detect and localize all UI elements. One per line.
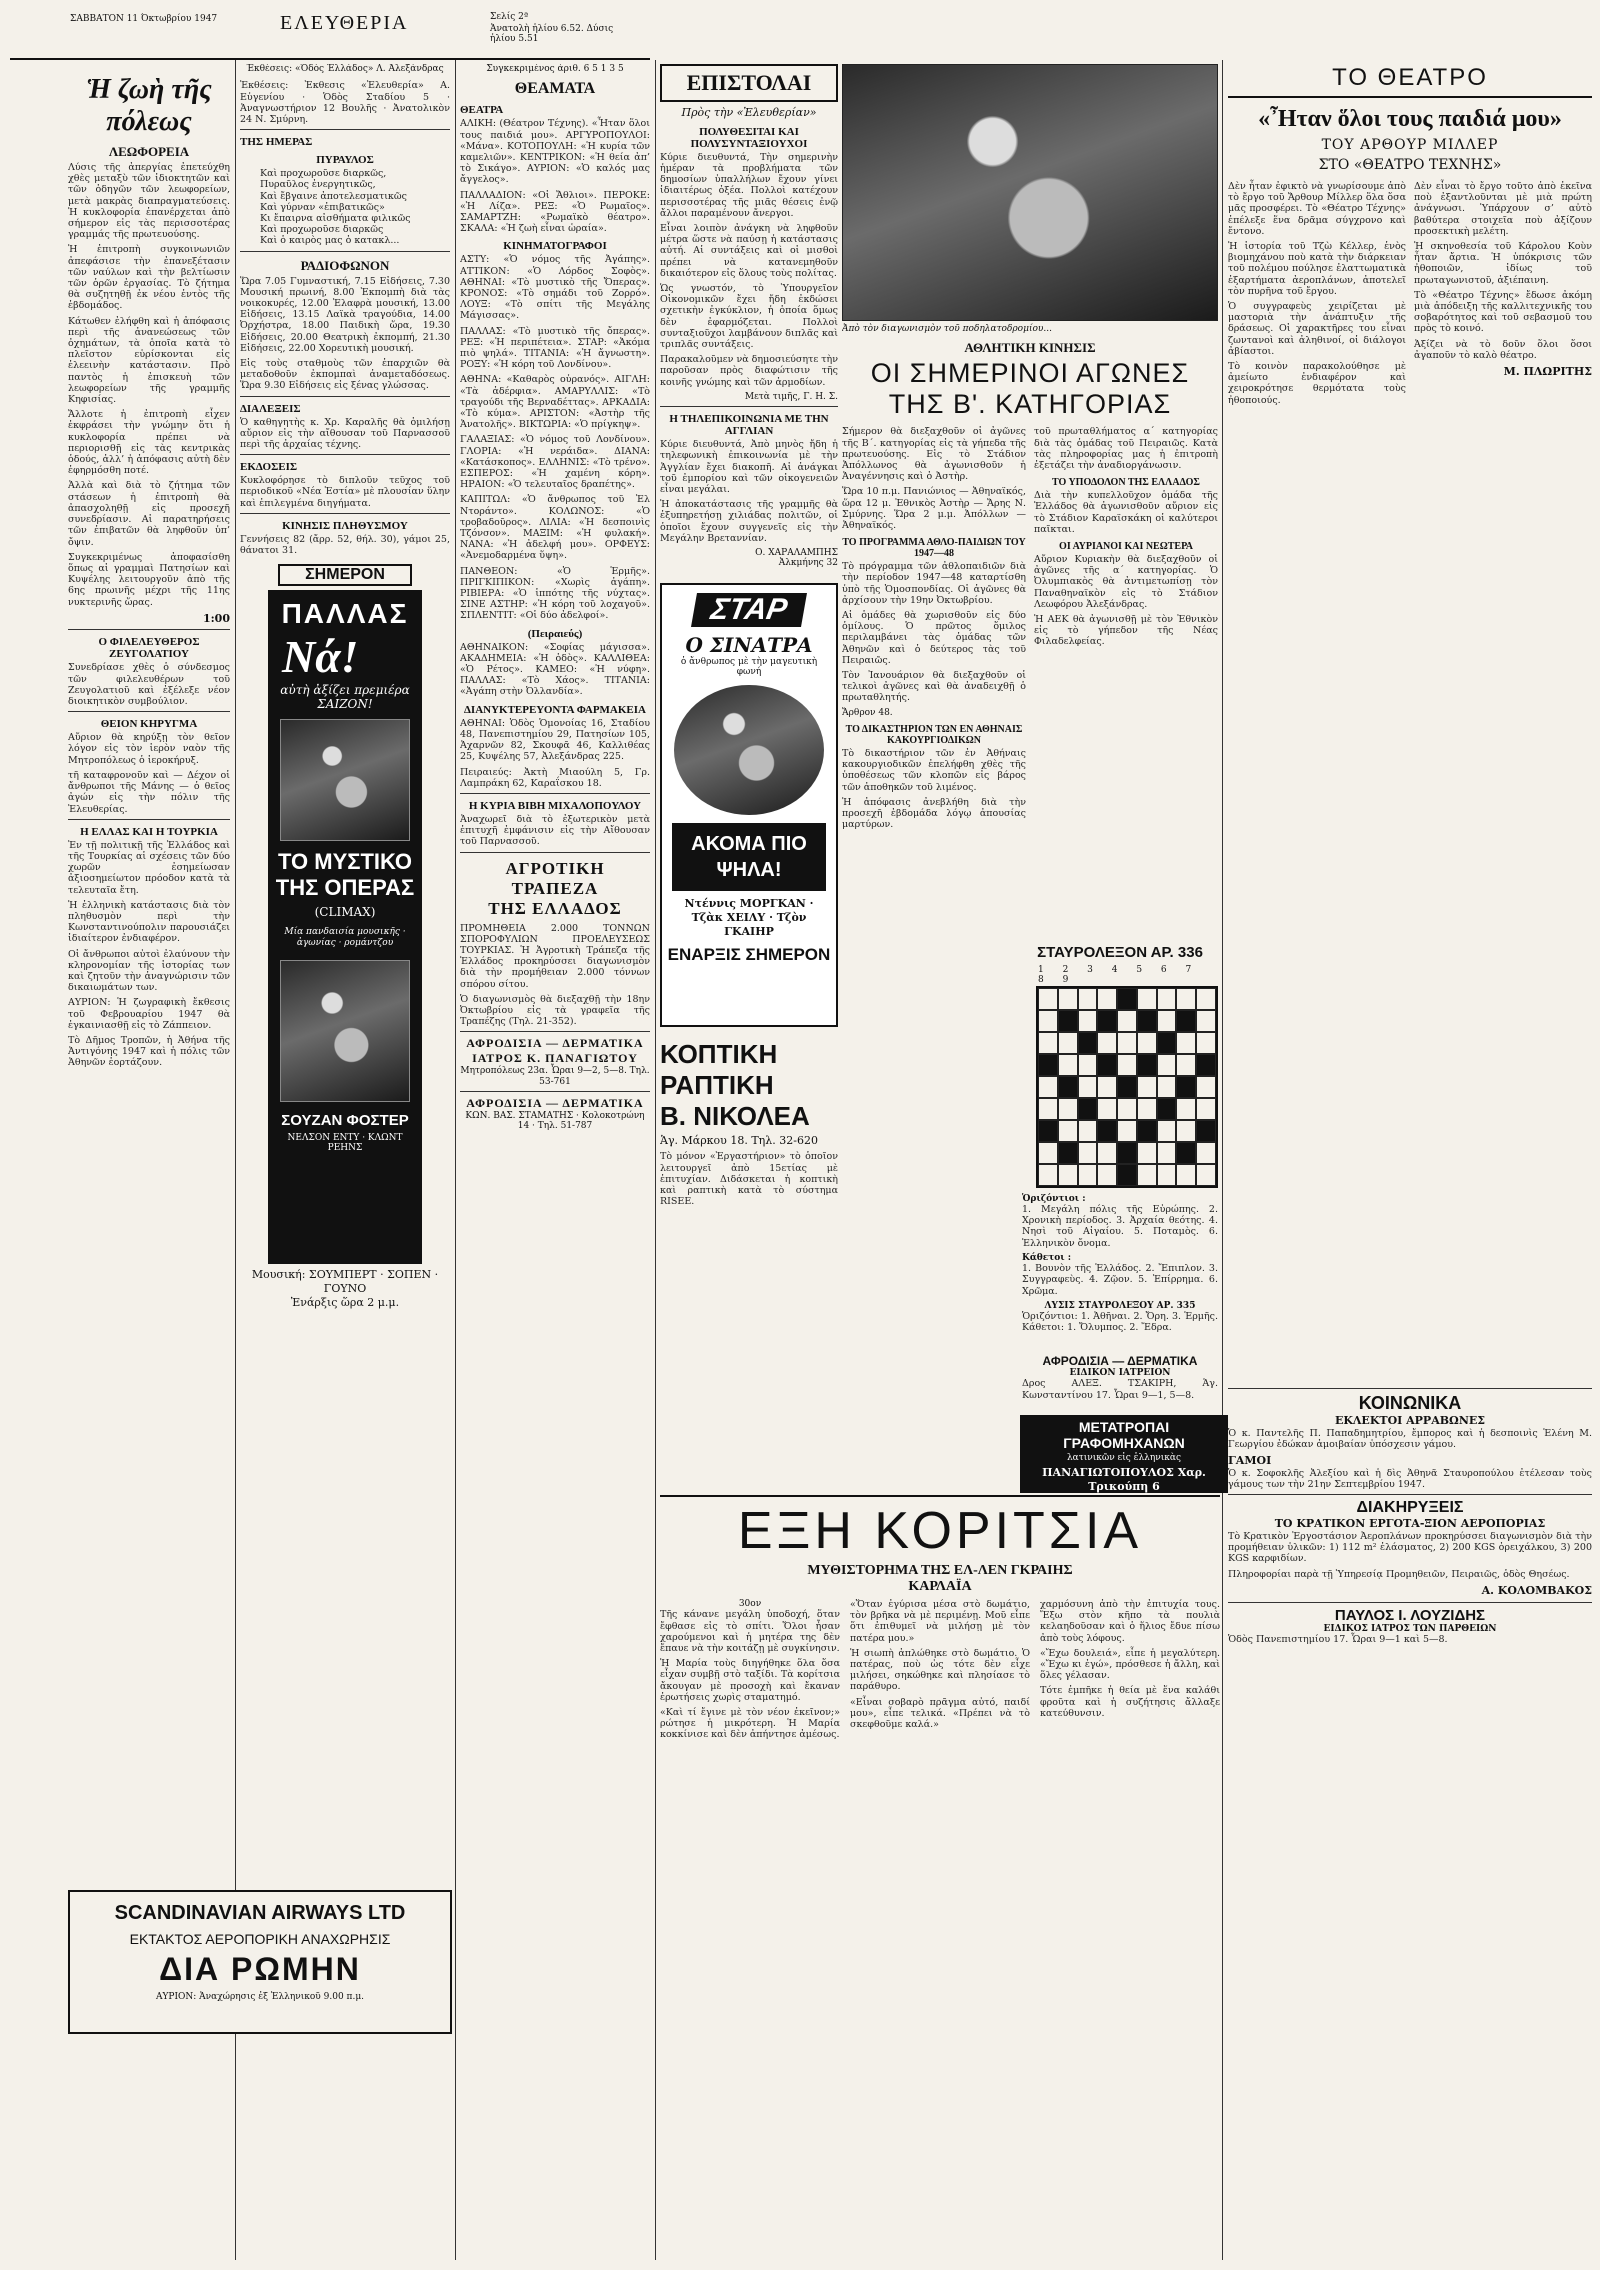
section-theion: ΘΕΙΟΝ ΚΗΡΥΓΜΑ <box>100 718 198 731</box>
serial-text: «Εἶναι σοβαρὸ πρᾶγμα αὐτό, παιδί μου», εἶπε τελικά. «Πρέπει νὰ τὸ σκεφθοῦμε καλά.» <box>850 1696 1030 1731</box>
review-text: Τὸ «Θέατρο Τέχνης» ἔδωσε ἀκόμη μιὰ ἀπόδειξη τῆς καλλιτεχνικῆς του σοβαρότητος καὶ τοῦ σεβασμοῦ του πρὸς τὸ κοινό. <box>1414 289 1592 335</box>
review-signature: Μ. ΠΛΩΡΙΤΗΣ <box>1503 365 1592 379</box>
section-kyria: Η ΚΥΡΙΑ ΒΙΒΗ ΜΙΧΑΛΟΠΟΥΛΟΥ <box>468 799 642 812</box>
pallas-title: ΠΑΛΛΑΣ <box>281 598 409 630</box>
column-theatre <box>1228 64 1592 2260</box>
afrodisia-title: ΑΦΡΟΔΙΣΙΑ — ΔΕΡΜΑΤΙΚΑ <box>466 1036 644 1051</box>
gamoi-heading: ΓΑΜΟΙ <box>1228 1454 1272 1468</box>
sunrise-line: Ἀνατολὴ ἡλίου 6.52. Δύσις ἡλίου 5.51 <box>490 24 614 45</box>
serial-subtitle: ΜΥΘΙΣΤΟΡΗΜΑ ΤΗΣ ΕΛ-ΛΕΝ ΓΚΡΑΙΗΣ ΚΑΡΛΑΪΑ <box>807 1563 1073 1594</box>
time-mark: 1:00 <box>202 611 230 625</box>
listing: ΠΑΝΘΕΟΝ: «Ὁ Ἑρμῆς». ΠΡΙΓΚΙΠΙΚΟΝ: «Χωρὶς ἀγάπη». ΡΙΒΙΕΡΑ: «Ὁ ἱππότης τῆς νύχτας». ΣΙΝΕ ΑΣΤΗΡ: «Ἡ κόρη τοῦ λοχαγοῦ». ΣΠΛΕΝΤΙΤ: «Οἱ δύο ἀδελφοί». <box>460 565 650 622</box>
divider <box>460 852 650 853</box>
sports-photo <box>842 64 1218 321</box>
review-text: Ἡ ἱστορία τοῦ Τζὼ Κέλλερ, ἑνὸς βιομηχάνου ποὺ κατὰ τὴν διάρκειαν τοῦ πολέμου πούλησε ἐλαττωματικὰ ἐξαρτήματα ἀεροπλάνων, ἀποτελεῖ τὸν πυρῆνα τοῦ ἔργου. <box>1228 241 1406 297</box>
body-text: Τὸ Δῆμος Τροπῶν, ἡ Ἀθήνα τῆς Ἀντιγόνης 1947 καὶ ἡ πόλις τῶν Ἀθηνῶν ἑορτάζουν. <box>68 1034 230 1069</box>
section-kinimatografoi: ΚΙΝΗΜΑΤΟΓΡΑΦΟΙ <box>503 240 607 253</box>
koptiki-title-2: ΡΑΠΤΙΚΗ <box>660 1069 774 1100</box>
body-text: Συνεδρίασε χθὲς ὁ σύνδεσμος τῶν φιλελευθέρων τοῦ Ζευγολατιοῦ καὶ ἐξέλεξε νέον διοικητικὸν συμβούλιον. <box>68 662 230 708</box>
body-text: Οἱ ἄνθρωποι αὐτοὶ ἐλαύνουν τὴν κληρονομίαν τῆς ἱστορίας των καὶ ζητοῦν τὴν ἀναγνώρισιν τῶν δικαιωμάτων των. <box>68 948 230 994</box>
body-text: Ἡ ΑΕΚ θὰ ἀγωνισθῇ μὲ τὸν Ἐθνικὸν εἰς τὸ γήπεδον τῆς Νέας Φιλαδελφείας. <box>1034 613 1218 648</box>
photo-caption: Ἀπὸ τὸν διαγωνισμὸν τοῦ ποδηλατοδρομίου... <box>842 324 1052 334</box>
listing: ΑΘΗΝΑΙΚΟΝ: «Σοφίας μάγισσα». ΑΚΑΔΗΜΕΙΑ: «Ἡ ὁδὸς». ΚΑΛΛΙΘΕΑ: «Ὁ Ρέτος». ΚΑΜΕΟ: «Ἡ νύφη». ΠΑΛΛΑΣ: «Τὸ Χάος». ΤΙΤΑΝΙΑ: «Ἀγάπη στὴν Ὀλλανδία». <box>460 641 650 698</box>
body-text: Τὸ δικαστήριον τῶν ἐν Ἀθήναις κακουργιοδικῶν ἐπελήφθη χθὲς τῆς ὑποθέσεως τῶν κλοπῶν εἰς βάρος τῶν ἀποθηκῶν τοῦ λιμένος. <box>842 747 1026 793</box>
listing: ΑΣΤΥ: «Ὁ νόμος τῆς Ἀγάπης». ΑΤΤΙΚΟΝ: «Ὁ Λόρδος Σοφὸς». ΑΘΗΝΑΙ: «Τὸ μυστικὸ τῆς Ὄπερας». ΚΡΟΝΟΣ: «Τὸ σημάδι τοῦ Ζορρό». ΛΟΥΞ: «Τὸ σπίτι τῆς Μεγάλης Μάγισσας». <box>460 254 650 322</box>
crossword-solution-title: ΛΥΣΙΣ ΣΤΑΥΡΟΛΕΞΟΥ ΑΡ. 335 <box>1044 1300 1196 1311</box>
section-leoforeia: ΛΕΩΦΟΡΕΙΑ <box>108 144 190 159</box>
divider <box>240 454 450 455</box>
page-line: Σελίς 2ª <box>490 12 529 22</box>
body-text: Εἶναι λοιπὸν ἀνάγκη νὰ ληφθοῦν μέτρα ὥστε νὰ παύσῃ ἡ κατάστασις αὐτή. Αἱ συντάξεις καὶ οἱ μισθοὶ πρέπει νὰ κατανεμηθοῦν δικαιότερον εἰς ὅλους τοὺς πολίτας. <box>660 222 838 279</box>
notice-text: Τὸ Κρατικὸν Ἐργοστάσιον Ἀεροπλάνων προκηρύσσει διαγωνισμὸν διὰ τὴν προμήθειαν ὑλικῶν: 1) 112 m² ἐλάσματος, 2) 200 KGS ὀρειχάλκου, 3) 200 KGS καρφιδίων. <box>1228 1531 1592 1565</box>
section-peiraios: (Πειραιεύς) <box>527 627 583 640</box>
crossword-clues: 1. Βουνὸν τῆς Ἑλλάδος. 2. Ἔπιπλον. 3. Συγγραφεὺς. 4. Ζῷον. 5. Ἐπίρρημα. 6. Χρῶμα. <box>1022 1263 1218 1297</box>
city-life-title: Ἡ ζωὴ τῆς πόλεως <box>86 74 212 137</box>
serial-text: χαρμόσυνη ἀπὸ τὴν ἐπιτυχία τους. Ἔξω στὸν κῆπο τὰ πουλιὰ κελαηδοῦσαν καὶ ὁ ἥλιος ἔδυε πίσω ἀπὸ τοὺς λόφους. <box>1040 1599 1220 1644</box>
notice-signature: Α. ΚΟΛΟΜΒΑΚΟΣ <box>1481 1583 1592 1597</box>
divider <box>1228 1602 1592 1603</box>
body-text: Ὥρα 7.05 Γυμναστική, 7.15 Εἰδήσεις, 7.30 Μουσική πρωινή, 8.00 Ἐκπομπὴ διὰ τὰς νοικοκυρές, 12.00 Ἐλαφρὰ μουσική, 13.00 Εἰδήσεις, 13.15 Λαϊκὰ τραγούδια, 14.00 Ὀρχήστρα, 18.00 Παιδικὴ ὥρα, 19.30 Εἰδήσεις, 20.00 Θεατρικὴ ἐκπομπή, 21.30 Εἰδήσεις, 22.00 Χορευτικὴ μουσική. <box>240 275 450 354</box>
afrodisia-info: Μητροπόλεως 23α. Ὧραι 9—2, 5—8. Τηλ. 53-761 <box>460 1066 650 1087</box>
body-text: Τὸν Ἰανουάριον θὰ διεξαχθοῦν οἱ τελικοὶ ἀγῶνες καὶ θὰ ἀναδειχθῇ ὁ πρωταθλητής. <box>842 670 1026 704</box>
body-text: ΑΥΡΙΟΝ: Ἡ ζωγραφικὴ ἔκθεσις τοῦ Φεβρουαρίου 1947 θὰ ἐγκαινιασθῇ εἰς τὸ Ζάππειον. <box>68 997 230 1031</box>
body-text: Τὸ πρόγραμμα τῶν ἀθλοπαιδιῶν διὰ τὴν περίοδον 1947—48 καταρτίσθη ὑπὸ τῆς Ὁμοσπονδίας. Οἱ ἀγῶνες θὰ ἀρχίσουν τὴν 19ην Ὀκτωβρίου. <box>842 561 1026 606</box>
body-text: Ἀλλὰ καὶ διὰ τὸ ζήτημα τῶν στάσεων ἡ ἐπιτροπὴ θὰ ἀπασχοληθῇ εἰς προσεχῆ συνεδρίασιν. Αἱ παρατηρήσεις τῶν ἐπιβατῶν θὰ ληφθοῦν ὑπ’ ὄψιν. <box>68 480 230 548</box>
diakiryxeis-heading: ΔΙΑΚΗΡΥΞΕΙΣ <box>1356 1499 1464 1517</box>
divider <box>240 129 450 130</box>
body-text: Ἡ ἐπιτροπὴ συγκοινωνιῶν ἀπεφάσισε τὴν ἐπανεξέτασιν τῶν ναύλων καὶ τὴν βελτίωσιν τῶν ὁρῶν ἐργασίας. Τὸ ζήτημα θὰ συζητηθῇ ἐκ νέου ἐντὸς τῆς ἑβδομάδος. <box>68 244 230 312</box>
ad-tagline: Μία πανδαισία μουσικῆς · ἀγωνίας · ρομάντζου <box>284 927 406 948</box>
body-text: Κύριε διευθυντά, Ἀπὸ μηνὸς ἤδη ἡ τηλεφωνικὴ ἐπικοινωνία μὲ τὴν Ἀγγλίαν ἔχει διακοπῆ. Αἱ ἀνάγκαι τοῦ ἐμπορίου καὶ τῶν οἰκογενειῶν εἶναι μεγάλαι. <box>660 439 838 495</box>
listing: ΓΑΛΑΞΙΑΣ: «Ὁ νόμος τοῦ Λονδίνου». ΓΛΟΡΙΑ: «Ἡ νεράιδα». ΔΙΑΝΑ: «Κατάσκοπος». ΕΛΛΗΝΙΣ: «Τὸ τρένο». ΕΣΠΕΡΟΣ: «Ἡ χαμένη κόρη». ΗΡΑΙΟΝ: «Ὁ τελευταῖος δραπέτης». <box>460 434 650 491</box>
afrodisia-info: ΚΩΝ. ΒΑΣ. ΣΤΑΜΑΤΗΣ · Κολοκοτρώνη 14 · Τηλ. 51-787 <box>465 1111 645 1132</box>
crossword-down: Κάθετοι : <box>1022 1252 1072 1263</box>
letter-address: Ἀλκμήνης 32 <box>778 558 838 569</box>
letter-signature: Ο. ΧΑΡΑΛΑΜΠΗΣ <box>755 547 838 558</box>
review-text: Δὲν εἶναι τὸ ἔργο τοῦτο ἀπὸ ἐκεῖνα ποὺ ἐξαντλοῦνται μὲ μιὰ πρώτη ἀνάγνωσι. Ὑπάρχουν σ’ αὐτὸ βαθύτερα στοιχεῖα ποὺ ἀξίζουν προσεκτικὴ μελέτη. <box>1414 181 1592 237</box>
section-ellas: Η ΕΛΛΑΣ ΚΑΙ Η ΤΟΥΡΚΙΑ <box>80 825 218 838</box>
simeron-heading: ΣΗΜΕΡΟΝ <box>278 564 412 586</box>
divider <box>240 513 450 514</box>
notice-text: Πληροφορίαι παρὰ τῇ Ὑπηρεσίᾳ Προμηθειῶν, Πειραιῶς, ὁδὸς Θησέως. <box>1228 1568 1570 1580</box>
koptiki-title-1: ΚΟΠΤΙΚΗ <box>660 1038 778 1069</box>
scandinavian-ad <box>68 1890 452 2034</box>
section-farmakeia: ΔΙΑΝΥΚΤΕΡΕΥΟΝΤΑ ΦΑΡΜΑΚΕΙΑ <box>464 703 646 716</box>
star-akoma: ΑΚΟΜΑ ΠΙΟ ΨΗΛΑ! <box>672 823 826 891</box>
serial-story <box>660 1495 1220 2260</box>
kratikon-heading: ΤΟ ΚΡΑΤΙΚΟΝ ΕΡΓΟΤΑ-ΞΙΟΝ ΑΕΡΟΠΟΡΙΑΣ <box>1274 1517 1546 1531</box>
section-pyravlos: ΠΥΡΑΥΛΟΣ <box>316 154 374 167</box>
date-line: ΣΑΒΒΑΤΟΝ 11 Όκτωβρίου 1947 <box>70 14 218 24</box>
pallas-na: Νά! <box>282 631 359 683</box>
ad-photo <box>280 719 410 841</box>
pallas-ad <box>268 590 422 1264</box>
afrodisia-title-2: ΑΦΡΟΔΙΣΙΑ — ΔΕΡΜΑΤΙΚΑ <box>466 1096 644 1111</box>
crossword-title: ΣΤΑΥΡΟΛΕΞΟΝ ΑΡ. 336 <box>1037 944 1203 961</box>
poem-text: Καὶ προχωροῦσε διαρκῶς, Πυραῦλος ἐνεργητικῶς, Καὶ ἔβγαινε ἀποτελεσματικῶς Καὶ γύρναν «ἐπιβατικῶς» Κι ἔπαιρνα αἰσθήματα φιλικῶς Καὶ προχωροῦσε διαρκῶς Καὶ ὁ καιρὸς μας ὁ κατακλ... <box>260 168 411 247</box>
divider <box>660 406 838 407</box>
section-dikastirion: ΤΟ ΔΙΚΑΣΤΗΡΙΟΝ ΤΩΝ ΕΝ ΑΘΗΝΑΙΣ ΚΑΚΟΥΡΓΙΟΔΙΚΩΝ <box>845 723 1023 746</box>
body-text: Ἀναχωρεῖ διὰ τὸ ἐξωτερικὸν μετὰ ἐπιτυχῆ ἐμφάνισιν εἰς τὴν Αἴθουσαν τοῦ Παρνασσοῦ. <box>460 813 650 848</box>
metatropai-name: ΠΑΝΑΓΙΩΤΟΠΟΥΛΟΣ Χαρ. Τρικούπη 6 <box>1042 1466 1206 1494</box>
body-text: Κύριε διευθυντά, Τὴν σημερινὴν ἡμέραν τὰ προβλήματα τῶν δημοσίων ὑπαλλήλων ἔχουν γίνει ἰδιαιτέρως ὀξέα. Πολλοὶ κατέχουν περισσοτέρας τῆς μιᾶς θέσεις ἐνῷ ἄλλοι παραμένουν ἄνεργοι. <box>660 151 838 219</box>
serial-text: Τῆς κάνανε μεγάλη ὑποδοχή, ὅταν ἔφθασε εἰς τὸ σπίτι. Ὅλοι ἦσαν χαρούμενοι καὶ ἡ μητέρα της δὲν ἔπαυε νὰ τὴν κοιτάζῃ μὲ συγκίνησιν. <box>660 1609 840 1654</box>
section-imeras: ΤΗΣ ΗΜΕΡΑΣ <box>240 136 313 149</box>
body-text: Ἐκθέσεις: Ἐκθεσις «Ἐλευθερία» Α. Εὐγενίου · Ὁδὸς Σταδίου 5 · Ἀναγνωστήριον 12 Βουλῆς · Ἀνατολικὸν 24 Ν. Σμύρνη. <box>240 80 450 125</box>
ad-photo <box>280 960 410 1102</box>
metatropai-ad <box>1020 1415 1228 1493</box>
afrodisia-ad <box>1022 1354 1218 1405</box>
section-avrianoi: ΟΙ ΑΥΡΙΑΝΟΙ ΚΑΙ ΝΕΩΤΕΡΑ <box>1059 540 1193 552</box>
column-rule <box>1222 60 1223 2260</box>
masthead <box>10 8 650 60</box>
afrodisia-doctor: ΙΑΤΡΟΣ Κ. ΠΑΝΑΓΙΩΤΟΥ <box>472 1051 638 1066</box>
notice-text: Ὁδὸς Πανεπιστημίου 17. Ὧραι 9—1 καὶ 5—8. <box>1228 1633 1448 1645</box>
body-text: Εἰς τοὺς σταθμοὺς τῶν ἐπαρχιῶν θὰ μεταδοθοῦν ἐκπομπαὶ ἀναμεταδόσεως. Ὥρα 9.30 Εἰδήσεις εἰς ξένας γλώσσας. <box>240 358 450 392</box>
star-cast: Ντέννις ΜΟΡΓΚΑΝ · Τζὰκ ΧΕΙΛΥ · Τζὸν ΓΚΑΙΗΡ <box>684 897 814 938</box>
serial-text: «Ἔχω δουλειά», εἶπε ἡ μεγαλύτερη. «Ἔχω κι ἐγώ», πρόσθεσε ἡ ἄλλη, καὶ ὅλες γέλασαν. <box>1040 1647 1220 1682</box>
section-dialexeis: ΔΙΑΛΕΞΕΙΣ <box>240 402 301 415</box>
pavlos-heading: ΠΑΥΛΟΣ Ι. ΛΟΥΖΙΔΗΣ <box>1334 1606 1486 1624</box>
body-text: Τὸ μόνον «Ἐργαστήριον» τὸ ὁποῖον λειτουργεῖ ἀπὸ 15ετίας μὲ ἐπιτυχίαν. Διδάσκεται ἡ κοπτικὴ καὶ ραπτικὴ κατὰ τὸ σύστημα RISEE. <box>660 1151 838 1208</box>
body-text: Ἡ ἀπόφασις ἀνεβλήθη διὰ τὴν προσεχῆ ἑβδομάδα λόγῳ ἀπουσίας μαρτύρων. <box>842 796 1026 831</box>
social-text: Ὁ κ. Παντελῆς Π. Παπαδημητρίου, ἔμπορος καὶ ἡ δεσποινὶς Ἑλένη Μ. Γεωργίου ἐδώκαν ἀμοιβαίαν ὑπόσχεσιν γάμου. <box>1228 1427 1592 1450</box>
scandinavian-info: ΑΥΡΙΟΝ: Ἀναχώρησις ἐξ Ἑλληνικοῦ 9.00 π.μ. <box>155 1992 365 2002</box>
pallas-foster: ΣΟΥΖΑΝ ΦΟΣΤΕΡ <box>281 1111 409 1129</box>
divider <box>1228 1388 1592 1389</box>
body-text: Ἄλλοτε ἡ ἐπιτροπὴ εἶχεν ἐκφράσει τὴν γνώμην ὅτι ἡ κυκλοφορία πρέπει νὰ περιορισθῇ εἰς τὰς κεντρικὰς ὁδούς, ἀλλ’ ἡ ἀπόφασις αὐτὴ δὲν ἐφηρμόσθη ποτέ. <box>68 409 230 477</box>
section-kinisis: ΚΙΝΗΣΙΣ ΠΛΗΘΥΣΜΟΥ <box>282 519 408 532</box>
ad-times: Ἐνάρξις ὥρα 2 μ.μ. <box>290 1295 400 1309</box>
ad-photo <box>674 685 824 815</box>
social-text: Ὁ κ. Σοφοκλῆς Ἀλεξίου καὶ ἡ δὶς Ἀθηνᾶ Σταυροπούλου ἐτέλεσαν τοὺς γάμους των τὴν 21ην Σεπτεμβρίου 1947. <box>1228 1467 1592 1491</box>
divider <box>68 629 230 630</box>
body-text: Ὡς γνωστόν, τὸ Ὑπουργεῖον Οἰκονομικῶν ἔχει ἤδη ἐκδώσει σχετικὴν ἐγκύκλιον, ἡ ὁποία ὅμως δὲν ἐφαρμόζεται. Πολλοὶ συνταξιοῦχοι λαμβάνουν διπλᾶς καὶ τριπλᾶς συντάξεις. <box>660 282 838 350</box>
body-text: Ὁ διαγωνισμὸς θὰ διεξαχθῇ τὴν 18ην Ὀκτωβρίου εἰς τὰ γραφεῖα τῆς Τραπέζης (Τηλ. 21-352). <box>460 993 650 1028</box>
arravones-heading: ΕΚΛΕΚΤΟΙ ΑΡΡΑΒΩΝΕΣ <box>1334 1414 1486 1427</box>
serial-title: ΕΞΗ ΚΟΡΙΤΣΙΑ <box>660 1495 1220 1561</box>
crossword-numbers: 1 2 3 4 5 6 7 8 9 <box>1038 965 1200 986</box>
letters-to: Πρὸς τὴν «Ἐλευθερίαν» <box>681 106 817 119</box>
section-ekdoseis: ΕΚΔΟΣΕΙΣ <box>240 461 298 474</box>
review-venue: ΣΤΟ «ΘΕΑΤΡΟ ΤΕΧΝΗΣ» <box>1318 157 1502 173</box>
review-author: ΤΟΥ ΑΡΘΟΥΡ ΜΙΛΛΕΡ <box>1321 137 1499 153</box>
agrotiki-title-1: ΑΓΡΟΤΙΚΗ ΤΡΑΠΕΖΑ <box>505 858 605 898</box>
sports-headline-1: ΟΙ ΣΗΜΕΡΙΝΟΙ ΑΓΩΝΕΣ <box>870 358 1190 389</box>
body-text: Αὔριον θὰ κηρύξῃ τὸν θεῖον λόγον εἰς τὸν ἱερὸν ναὸν τῆς Μητροπόλεως ὁ ἱεροκήρυξ. <box>68 732 230 766</box>
scandinavian-dest: ΔΙΑ ΡΩΜΗΝ <box>159 1951 361 1987</box>
koinonika-heading: ΚΟΙΝΩΝΙΚΑ <box>1358 1393 1462 1413</box>
column-rule <box>655 60 656 2260</box>
divider <box>68 711 230 712</box>
section-programma: ΤΟ ΠΡΟΓΡΑΜΜΑ ΑΘΛΟ-ΠΑΙΔΙΩΝ ΤΟΥ 1947—48 <box>842 537 1026 560</box>
body-text: Συγκεκριμένως ἀποφασίσθη ὅπως αἱ γραμμαὶ Πατησίων καὶ Κυψέλης λειτουργοῦν ἀπὸ τῆς 6ης πρωινῆς μέχρι τῆς 11ης νυκτερινῆς ὥρας. <box>68 551 230 608</box>
body-text: Παρακαλοῦμεν νὰ δημοσιεύσητε τὴν παροῦσαν πρὸς διαφώτισιν τῆς κοινῆς γνώμης καὶ τῶν ἁρμοδίων. <box>660 354 838 388</box>
scandinavian-title: SCANDINAVIAN AIRWAYS LTD <box>114 1902 406 1924</box>
star-ad <box>660 583 838 1027</box>
section-polyvthesitai: ΠΟΛΥΘΕΣΙΤΑΙ ΚΑΙ ΠΟΛΥΣΥΝΤΑΞΙΟΥΧΟΙ <box>690 125 808 150</box>
body-text: Γεννήσεις 82 (ἄρρ. 52, θήλ. 30), γάμοι 25, θάνατοι 31. <box>240 533 450 557</box>
serial-text: Τότε ἐμπῆκε ἡ θεία μὲ ἕνα καλάθι φροῦτα καὶ ἡ συζήτησις ἄλλαξε κατεύθυνσιν. <box>1040 1685 1220 1719</box>
pallas-operas: ΤΗΣ ΟΠΕΡΑΣ <box>275 875 415 901</box>
serial-text: «Καὶ τί ἔγινε μὲ τὸν νέον ἐκεῖνον;» ρώτησε ἡ μικρότερη. Ἡ Μαρία κοκκίνισε καὶ δὲν ἀπήντησε ἀμέσως. <box>660 1706 840 1741</box>
crossword-grid <box>1036 986 1218 1188</box>
listing: ΑΘΗΝΑ: «Καθαρὸς οὐρανός». ΑΙΓΛΗ: «Τὰ ἀδέρφια». ΑΜΑΡΥΛΛΙΣ: «Τὸ τραγούδι τῆς Βερναδέττας». ΑΡΚΑΔΙΑ: «Τὸ κύμα». ΑΡΙΣΤΟΝ: «Ἀστὴρ τῆς Ἀνατολῆς». ΒΙΚΤΩΡΙΑ: «Ὁ πρίγκηψ». <box>460 374 650 431</box>
body-text: Σήμερον θὰ διεξαχθοῦν οἱ ἀγῶνες τῆς Β΄. κατηγορίας εἰς τὰ γήπεδα τῆς πρωτευούσης. Εἰς τὸ Στάδιον Ἀπόλλωνος θὰ ἀγωνισθοῦν ἡ Ἀναγέννησις καὶ ὁ Ἀστὴρ. <box>842 426 1026 483</box>
review-title: «Ἦταν ὅλοι τους παιδιά μου» <box>1258 106 1562 132</box>
listing: ΚΑΠΙΤΩΛ: «Ὁ ἄνθρωπος τοῦ Ἐλ Ντοράντο». ΚΟΛΩΝΟΣ: «Ὁ τροβαδοῦρος». ΛΙΛΙΑ: «Ἡ δεσποινὶς Τζόνσον». ΜΑΞΙΜ: «Ἡ φυλακή». ΝΑΝΑ: «Ἡ ἀδελφή μου». ΟΡΦΕΥΣ: «Ἀνεμοδαρμένα ὕψη». <box>460 494 650 562</box>
theatre-heading: ΤΟ ΘΕΑΤΡΟ <box>1228 64 1592 98</box>
body-text: Ἐν τῇ πολιτικῇ τῆς Ἑλλάδος καὶ τῆς Τουρκίας αἱ σχέσεις τῶν δύο χωρῶν ἐσημείωσαν ἀξιοσημείωτον πρόοδον κατὰ τὰ τελευταῖα ἔτη. <box>68 839 230 896</box>
star-tagline: ὁ ἄνθρωπος μὲ τὴν μαγευτικὴ φωνή <box>680 656 818 678</box>
serial-text: «Ὅταν ἐγύρισα μέσα στὸ δωμάτιο, τὸν βρῆκα νὰ μὲ περιμένῃ. Μοῦ εἶπε ὅτι ἐπιθυμεῖ νὰ μιλήσῃ μὲ τὸν πατέρα μου.» <box>850 1599 1030 1644</box>
masthead-rule <box>10 58 650 60</box>
column-rule <box>455 60 456 2260</box>
metatropai-title: ΜΕΤΑΤΡΟΠΑΙ ΓΡΑΦΟΜΗΧΑΝΩΝ <box>1063 1419 1185 1451</box>
review-text: Ἡ σκηνοθεσία τοῦ Κάρολου Κοὺν ἦταν ἄρτια. Ἡ ὑπόκρισις τῶν ἠθοποιῶν, ἰδίως τοῦ πρωταγωνιστοῦ, ἀξιέπαινη. <box>1414 241 1592 286</box>
header-note: Ἐκθέσεις: «Ὁδὸς Ἑλλάδος» Λ. Ἀλεξάνδρας <box>246 64 444 74</box>
serial-episode: 30ον <box>738 1599 762 1609</box>
section-theatra: ΘΕΑΤΡΑ <box>460 104 504 117</box>
section-theamata: ΘΕΑΜΑΤΑ <box>514 80 596 98</box>
listing: ΑΛΙΚΗ: (Θέατρον Τέχνης). «Ἦταν ὅλοι τους παιδιά μου». ΑΡΓΥΡΟΠΟΥΛΟΙ: «Μάνα». ΚΟΤΟΠΟΥΛΗ: «Ἡ κυρία τῶν καμελιῶν». ΚΕΝΤΡΙΚΟΝ: «Ἡ θεία ἀπ’ τὸ Σικάγο». ΑΥΡΙΟΝ: «Ὁ καλός μας ἄγγελος». <box>460 118 650 186</box>
crossword <box>1022 944 1218 1338</box>
section-syndeltos: ΤΟ ΥΠΟΔΟΛΟΝ ΤΗΣ ΕΛΛΑΔΟΣ <box>1052 477 1200 489</box>
section-filelevtheros: Ο ΦΙΛΕΛΕΥΘΕΡΟΣ ΖΕΥΓΟΛΑΤΙΟΥ <box>98 636 200 661</box>
pallas-climax: (CLIMAX) <box>314 905 376 920</box>
epistolai-title: ΕΠΙΣΤΟΛΑΙ <box>660 64 838 102</box>
metatropai-sub: λατινικῶν εἰς ἑλληνικὰς <box>1066 1453 1182 1463</box>
divider <box>460 1031 650 1032</box>
star-enarxis: ΕΝΑΡΞΙΣ ΣΗΜΕΡΟΝ <box>667 944 831 964</box>
body-text: τοῦ πρωταθλήματος α΄ κατηγορίας διὰ τὰς ὁμάδας τοῦ Πειραιῶς. Κατὰ τὰς πληροφορίας μας ἡ ἐπιτροπὴ ἐξετάζει τὴν ἀναδιοργάνωσιν. <box>1034 426 1218 471</box>
review-text: Ὁ συγγραφεὺς χειρίζεται μὲ μαστοριὰ τὴν ἀνάπτυξιν τῆς δράσεως. Οἱ χαρακτῆρες του εἶναι ζωντανοὶ καὶ ἀληθινοί, οἱ διάλογοι ἀβίαστοι. <box>1228 301 1406 357</box>
header-note: Συγκεκριμένος ἀριθ. 6 5 1 3 5 <box>486 64 624 74</box>
crossword-across: Ὁριζόντιοι : <box>1022 1193 1086 1204</box>
divider <box>460 793 650 794</box>
body-text: ΠΡΟΜΗΘΕΙΑ 2.000 ΤΟΝΝΩΝ ΣΠΟΡΟΦΥΛΙΩΝ ΠΡΟΕΛΕΥΣΕΩΣ ΤΟΥΡΚΙΑΣ. Ἡ Ἀγροτικὴ Τράπεζα τῆς Ἑλλάδος προκηρύσσει διαγωνισμὸν διὰ τὴν προμήθειαν 2.000 τόννων σπόρου σίτου. <box>460 922 650 990</box>
body-text: Λύσις τῆς ἀπεργίας ἐπετεύχθη χθὲς μεταξὺ τῶν ἰδιοκτητῶν καὶ τῶν ὁδηγῶν τῶν λεωφορείων, μετὰ μακρὰς διαπραγματεύσεις. Ἡ κυκλοφορία ἐπανέρχεται ἀπὸ σήμερον εἰς τὰς περισσοτέρας γραμμάς τῆς πρωτευούσης. <box>68 162 230 241</box>
divider <box>240 396 450 397</box>
review-text: Δὲν ἦταν ἐφικτὸ νὰ γνωρίσουμε ἀπὸ τὸ ἔργο τοῦ Ἄρθουρ Μίλλερ ὅλα ὅσα μᾶς προσφέρει. Τὸ «Θέατρο Τέχνης» ἐπέλεξε ἕνα δρᾶμα σύγχρονο καὶ ἔντονο. <box>1228 181 1406 237</box>
body-text: Αὔριον Κυριακὴν θὰ διεξαχθοῦν οἱ ἀγῶνες τῆς α΄ κατηγορίας. Ὁ Ὀλυμπιακὸς θὰ ἀντιμετωπίσῃ τὸν Παναθηναϊκὸν εἰς τὸ Στάδιον Λεωφόρου Ἀλεξάνδρας. <box>1034 553 1218 610</box>
body-text: Ἡ ἑλληνικὴ κατάστασις διὰ τὸν πληθυσμὸν περὶ τὴν Κωνσταντινούπολιν παρουσιάζει ἰδιαίτερον ἐνδιαφέρον. <box>68 899 230 945</box>
serial-text: Ἡ Μαρία τοὺς διηγήθηκε ὅλα ὅσα εἶχαν συμβῇ στὸ ταξίδι. Τὰ κορίτσια ἄκουγαν μὲ προσοχὴ καὶ ἔκαναν ἐρωτήσεις χωρὶς σταματημό. <box>660 1658 840 1703</box>
listing: Πειραιεύς: Ἀκτὴ Μιαούλη 5, Γρ. Λαμπράκη 62, Καραΐσκου 18. <box>460 766 650 789</box>
star-sinatra: Ο ΣΙΝΑΤΡΑ <box>685 632 813 657</box>
column-shows <box>460 64 650 2260</box>
sports-headline-2: ΤΗΣ Β'. ΚΑΤΗΓΟΡΙΑΣ <box>888 389 1172 420</box>
ad-cast: ΝΕΛΣΟΝ ΕΝΤΥ · ΚΛΩΝΤ ΡΕΗΝΣ <box>287 1132 403 1154</box>
afrodisia-sub: ΕΙΔΙΚΟΝ ΙΑΤΡΕΙΟΝ <box>1069 1368 1171 1378</box>
paper-name: ΕΛΕΥΘΕΡΙΑ <box>280 12 409 34</box>
pallas-mystiko: ΤΟ ΜΥΣΤΙΚΟ <box>277 849 412 875</box>
ad-music: Μουσική: ΣΟΥΜΠΕΡΤ · ΣΟΠΕΝ · ΓΟΥΝΟ <box>251 1268 439 1295</box>
section-radio: ΡΑΔΙΟΦΩΝΟΝ <box>300 257 390 273</box>
divider <box>240 251 450 252</box>
koptiki-address: Ἁγ. Μάρκου 18. Τηλ. 32-620 <box>660 1133 818 1147</box>
koptiki-title-3: Β. ΝΙΚΟΛΕΑ <box>660 1100 810 1131</box>
review-text: Τὸ κοινὸν παρακολούθησε μὲ ἀμείωτο ἐνδιαφέρον καὶ χειροκρότησε θερμότατα τοὺς ἠθοποιούς. <box>1228 361 1406 406</box>
afrodisia-text: Δρος ΑΛΕΞ. ΤΣΑΚΙΡΗ, Ἁγ. Κωνσταντίνου 17. Ὧραι 9—1, 5—8. <box>1022 1378 1218 1401</box>
body-text: Κυκλοφόρησε τὸ διπλοῦν τεῦχος τοῦ περιοδικοῦ «Νέα Ἑστία» μὲ πλουσίαν ὕλην καὶ ἐπιλεγμένα διηγήματα. <box>240 475 450 509</box>
athletic-section: ΑΘΛΗΤΙΚΗ ΚΙΝΗΣΙΣ <box>964 340 1096 356</box>
scandinavian-sub: ΕΚΤΑΚΤΟΣ ΑΕΡΟΠΟΡΙΚΗ ΑΝΑΧΩΡΗΣΙΣ <box>129 1931 391 1947</box>
crossword-solution: Ὁριζόντιοι: 1. Ἀθῆναι. 2. Ὄρη. 3. Ἑρμῆς. Κάθετοι: 1. Ὄλυμπος. 2. Ἔδρα. <box>1022 1311 1218 1334</box>
body-text: Ὁ καθηγητὴς κ. Χρ. Καραλῆς θὰ ὁμιλήσῃ αὔριον εἰς τὴν αἴθουσαν τοῦ Παρνασσοῦ περὶ τῆς ἀρχαίας τέχνης. <box>240 416 450 451</box>
review-text: Ἀξίζει νὰ τὸ δοῦν ὅλοι ὅσοι ἀγαποῦν τὸ καλὸ θέατρο. <box>1414 338 1592 361</box>
listing: ΑΘΗΝΑΙ: Ὁδὸς Ὁμονοίας 16, Σταδίου 48, Πανεπιστημίου 29, Πατησίων 105, Ἀχαρνῶν 82, Σκουφᾶ 46, Καλλιθέας 25, Κυψέλης 57, Ἀλεξάνδρας 225. <box>460 717 650 763</box>
body-text: τῆ καταφρονοῦν καὶ — Δέχον οἱ ἄνθρωποι τῆς Μάνης — ὁ θεῖος ἀγών εἰς τὴν πόλιν τῆς Ἐλευθερίας. <box>68 769 230 815</box>
afrodisia-title: ΑΦΡΟΔΙΣΙΑ — ΔΕΡΜΑΤΙΚΑ <box>1042 1354 1198 1368</box>
letter-signature: Μετὰ τιμῆς, Γ. Η. Σ. <box>744 391 838 402</box>
section-tilepikoinonia: Η ΤΗΛΕΠΙΚΟΙΝΩΝΙΑ ΜΕ ΤΗΝ ΑΓΓΛΙΑΝ <box>669 413 829 438</box>
body-text: Ὥρα 10 π.μ. Πανιώνιος — Ἀθηναϊκός, ὥρα 12 μ. Ἐθνικὸς Ἀστὴρ — Ἄρης Ν. Σμύρνης. Ὥρα 2 μ.μ. Ἀπόλλων — Ἀθηναϊκός. <box>842 486 1026 531</box>
body-text: Αἱ ὁμάδες θὰ χωρισθοῦν εἰς δύο ὁμίλους. Ὁ πρῶτος ὅμιλος περιλαμβάνει τὰς ὁμάδας τῶν Ἀθηνῶν καὶ ὁ δεύτερος τὰς τοῦ Πειραιῶς. <box>842 609 1026 666</box>
crossword-clues: 1. Μεγάλη πόλις τῆς Εὐρώπης. 2. Χρονικὴ περίοδος. 3. Ἀρχαία θεότης. 4. Νησὶ τοῦ Αἰγαίου. 5. Ποταμὸς. 6. Ἑλληνικὸν ὄνομα. <box>1022 1204 1218 1249</box>
body-text: Ἡ ἀποκατάστασις τῆς γραμμῆς θὰ ἐξυπηρετήσῃ χιλιάδας πολιτῶν, οἱ ὁποῖοι ἔχουν συγγενεῖς εἰς τὴν Μεγάλην Βρεταννίαν. <box>660 499 838 544</box>
pallas-premiera: αὐτὴ ἀξίζει πρεμιέρα ΣΑΙΖΟΝ! <box>280 683 410 712</box>
divider <box>1228 1494 1592 1495</box>
star-title: ΣΤΑΡ <box>691 593 807 627</box>
divider <box>460 1091 650 1092</box>
listing: ΠΑΛΛΑΣ: «Τὸ μυστικὸ τῆς ὄπερας». ΡΕΞ: «Ἡ περιπέτεια». ΣΤΑΡ: «Ἀκόμα πιὸ ψηλά». ΤΙΤΑΝΙΑ: «Ἡ ἄγνωστη». ΡΟΞΥ: «Ἡ κόρη τοῦ Λονδίνου». <box>460 325 650 371</box>
serial-text: Ἡ σιωπὴ ἁπλώθηκε στὸ δωμάτιο. Ὁ πατέρας, ποὺ ὡς τότε δὲν εἶχε μιλήσει, σηκώθηκε καὶ πλησίασε τὸ παράθυρο. <box>850 1647 1030 1693</box>
body-text: Διὰ τὴν κυπελλοῦχον ὁμάδα τῆς Ἑλλάδος θὰ ἀγωνισθοῦν αὔριον εἰς τὸ Στάδιον Καραϊσκάκη οἱ καλύτεροι παῖκται. <box>1034 490 1218 535</box>
pavlos-sub: ΕΙΔΙΚΟΣ ΙΑΤΡΟΣ ΤΩΝ ΠΑΡΘΕΙΩΝ <box>1323 1623 1497 1634</box>
divider <box>68 819 230 820</box>
agrotiki-title-2: ΤΗΣ ΕΛΛΑΔΟΣ <box>488 898 622 918</box>
article-number: Ἄρθρον 48. <box>842 707 893 718</box>
body-text: Κάτωθεν ἐλήφθη καὶ ἡ ἀπόφασις περὶ τῆς ἀνανεώσεως τῶν ὀχημάτων, τὰ ὁποῖα κατὰ τὸ πλεῖστον εὑρίσκονται εἰς ἐλεεινὴν κατάστασιν. Πρὸ παντὸς ἡ ἐπισκευὴ τῶν λεωφορείων τῆς γραμμῆς Κηφισίας. <box>68 315 230 406</box>
listing: ΠΑΛΛΑΔΙΟΝ: «Οἱ Ἄθλιοι». ΠΕΡΟΚΕ: «Ἡ Λίζα». ΡΕΞ: «Ὁ Ρωμαῖος». ΣΑΜΑΡΤΖΗ: «Ρωμαϊκὸ θέατρο». ΣΚΑΛΑ: «Ἡ ζωὴ εἶναι ὡραία». <box>460 189 650 235</box>
